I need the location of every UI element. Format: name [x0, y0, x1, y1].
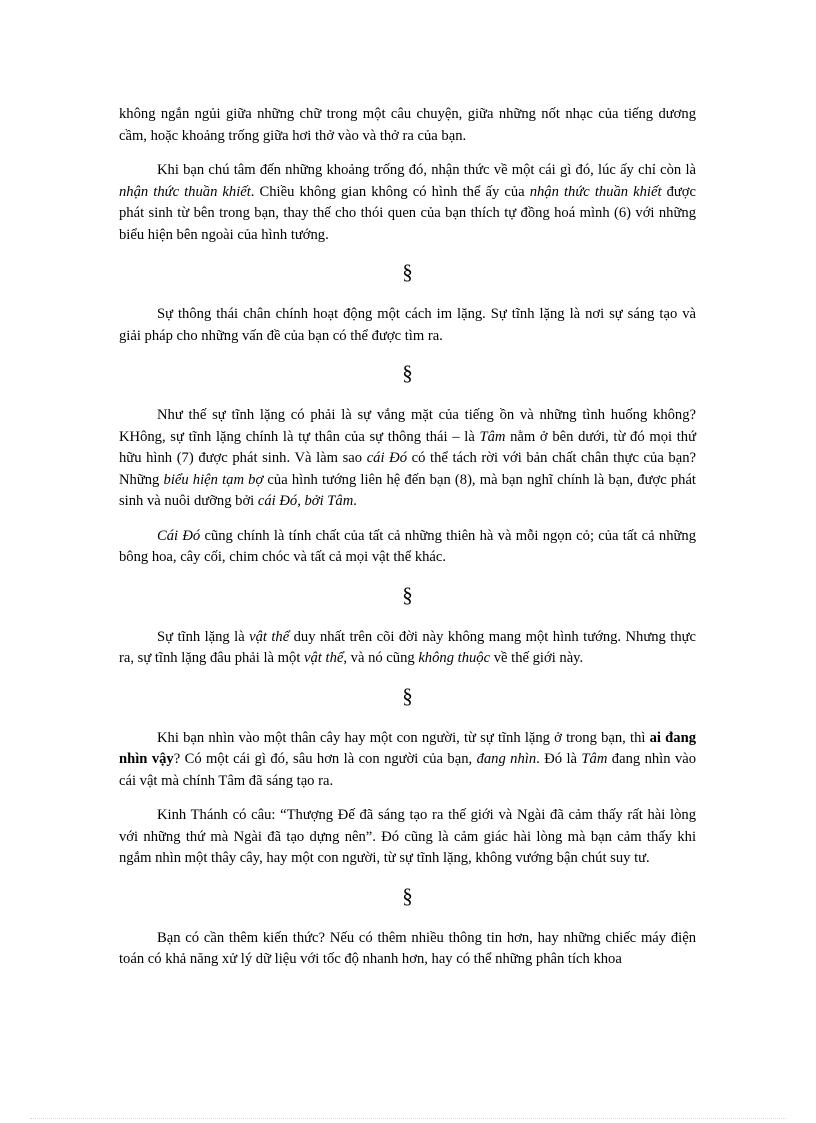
paragraph-7: Khi bạn nhìn vào một thân cây hay một con người, từ sự tĩnh lặng ở trong bạn, thì ai đang nhìn vậy? Có một cái gì đó, sâu hơn là con người của bạn, đang nhìn. Đó là Tâm đang nhìn vào cái vật mà chính Tâm đã sáng tạo ra. — [119, 729, 697, 789]
paragraph-1: không ngắn ngủi giữa những chữ trong một câu chuyện, giữa những nốt nhạc của tiếng dương cầm, hoặc khoảng trống giữa hơi thở vào và thở ra của bạn. — [119, 106, 696, 144]
paragraph-9: Bạn có cần thêm kiến thức? Nếu có thêm nhiều thông tin hơn, hay những chiếc máy điện toán có khả năng xử lý dữ liệu với tốc độ nhanh hơn, hay có thể những phân tích khoa — [119, 929, 696, 967]
section-mark: § — [402, 683, 413, 708]
section-mark: § — [402, 260, 413, 284]
paragraph-8: Kinh Thánh có câu: “Thượng Đế đã sáng tạo ra thế giới và Ngài đã cảm thấy rất hài lòng với những thứ mà Ngài đã tạo dựng nên”. Đó cũng là cảm giác hài lòng mà bạn cảm thấy khi ngắm nhìn một thây cây, hay một con người, từ sự tĩnh lặng, không vướng bận chút suy tư. — [119, 807, 696, 866]
paragraph-4: Như thế sự tĩnh lặng có phải là sự vắng mặt của tiếng ồn và những tình huống không? KHông, sự tĩnh lặng chính là tự thân của sự thông thái – là Tâm nằm ở bên dưới, từ đó mọi thứ hữu hình (7) được phát sinh. Và làm sao cái Đó có thể tách rời với bản chất chân thực của bạn? Những biểu hiện tạm bợ của hình tướng liên hệ đến bạn (8), mà bạn nghĩ chính là bạn, được phát sinh và nuôi dưỡng bởi cái Đó, bởi Tâm. — [119, 407, 696, 509]
section-mark: § — [402, 582, 413, 607]
section-mark: § — [402, 883, 413, 908]
paragraph-3: Sự thông thái chân chính hoạt động một cách im lặng. Sự tĩnh lặng là nơi sự sáng tạo và giải pháp cho những vấn đề của bạn có thể được tìm ra. — [119, 306, 696, 344]
paragraph-5: Cái Đó cũng chính là tính chất của tất cả những thiên hà và mỗi ngọn cỏ; của tất cả những bông hoa, cây cối, chim chóc và tất cả mọi vật thể khác. — [119, 527, 696, 565]
paragraph-6: Sự tĩnh lặng là vật thể duy nhất trên cõi đời này không mang một hình tướng. Nhưng thực ra, sự tĩnh lặng đâu phải là một vật thể, và nó cũng không thuộc về thế giới này. — [119, 628, 696, 666]
page-bottom-rule — [30, 1118, 786, 1119]
section-mark: § — [402, 361, 413, 385]
document-page — [119, 104, 696, 984]
paragraph-2: Khi bạn chú tâm đến những khoảng trống đó, nhận thức về một cái gì đó, lúc ấy chỉ còn là nhận thức thuần khiết. Chiều không gian không có hình thể ấy của nhận thức thuần khiết được phát sinh từ bên trong bạn, thay thế cho thói quen của bạn thích tự đồng hoá mình (6) với những biểu hiện bên ngoài của hình tướng. — [119, 162, 696, 243]
